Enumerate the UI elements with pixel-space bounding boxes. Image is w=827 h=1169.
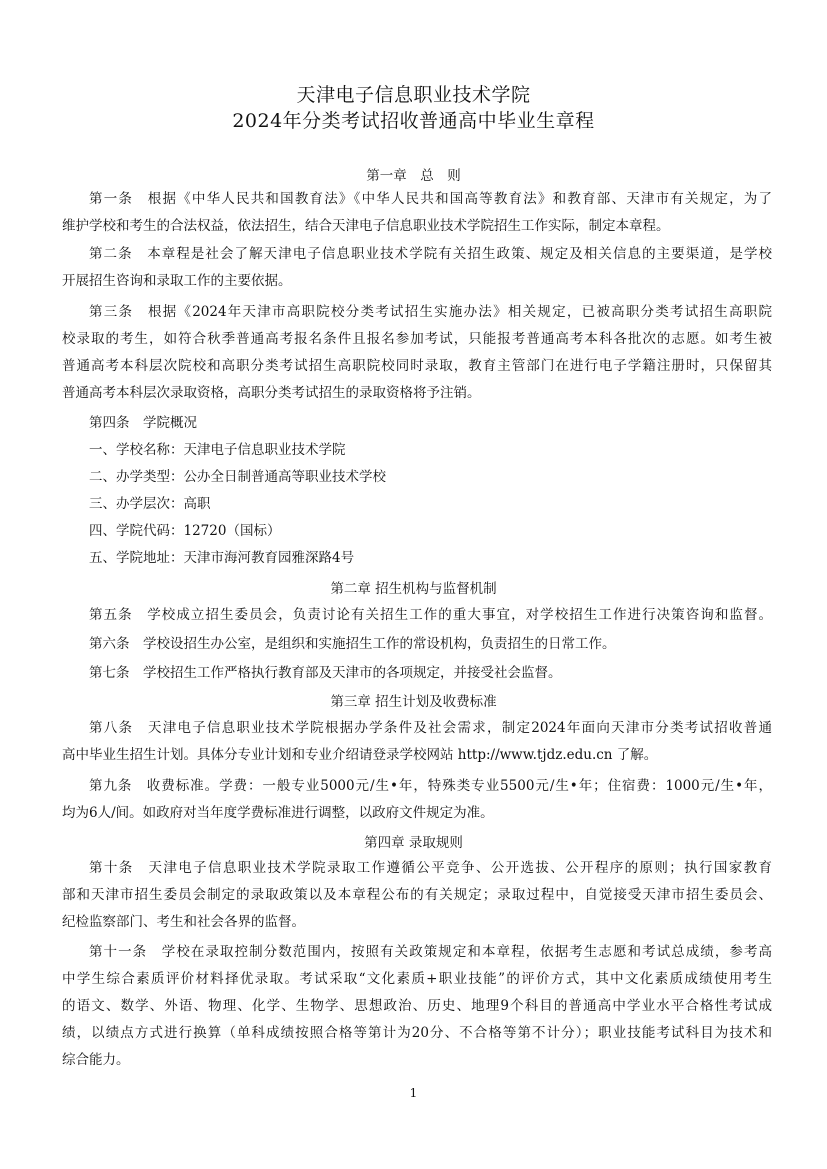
school-name-item: 一、学校名称：天津电子信息职业技术学院 <box>89 442 346 458</box>
chapter-1-heading: 第一章 总 则 <box>366 168 461 184</box>
article-10-line-2: 部和天津市招生委员会制定的录取政策以及本章程公布的有关规定；录取过程中，自觉接受天津市招生委员会、 <box>62 887 772 903</box>
article-3-line-3: 普通高考本科层次院校和高职分类考试招生高职院校同时录取，教育主管部门在进行电子学籍注册时，只保留其 <box>62 358 772 374</box>
article-11-line-4: 绩，以绩点方式进行换算（单科成绩按照合格等第计为20分、不合格等第不计分）；职业技能考试科目为技术和 <box>62 1025 772 1041</box>
article-11-line-1: 第十一条 学校在录取控制分数范围内，按照有关政策规定和本章程，依据考生志愿和考试总成绩，参考高 <box>89 944 772 960</box>
article-3-line-1: 第三条 根据《2024年天津市高职院校分类考试招生实施办法》相关规定，已被高职分类考试招生高职院 <box>89 304 772 320</box>
article-2-line-1: 第二条 本章程是社会了解天津电子信息职业技术学院有关招生政策、规定及相关信息的主要渠道，是学校 <box>89 246 772 262</box>
article-7: 第七条 学校招生工作严格执行教育部及天津市的各项规定，并接受社会监督。 <box>89 665 562 681</box>
school-address-item: 五、学院地址：天津市海河教育园雅深路4号 <box>89 550 355 566</box>
article-10-line-1: 第十条 天津电子信息职业技术学院录取工作遵循公平竞争、公开选拔、公开程序的原则；执行国家教育 <box>89 860 772 876</box>
article-1-line-2: 维护学校和考生的合法权益，依法招生，结合天津电子信息职业技术学院招生工作实际，制定本章程。 <box>62 218 670 234</box>
article-1-line-1: 第一条 根据《中华人民共和国教育法》《中华人民共和国高等教育法》和教育部、天津市有关规定，为了 <box>89 191 772 207</box>
article-10-line-3: 纪检监察部门、考生和社会各界的监督。 <box>62 914 305 930</box>
school-level-item: 三、办学层次：高职 <box>89 496 211 512</box>
article-9-line-2: 均为6人/间。如政府对当年度学费标准进行调整，以政府文件规定为准。 <box>62 805 494 821</box>
chapter-4-heading: 第四章 录取规则 <box>364 835 463 851</box>
page-number: 1 <box>409 1086 418 1100</box>
school-code-item: 四、学院代码：12720（国标） <box>89 523 281 539</box>
article-11-line-3: 的语文、数学、外语、物理、化学、生物学、思想政治、历史、地理9个科目的普通高中学业水平合格性考试成 <box>62 998 772 1014</box>
article-6: 第六条 学校设招生办公室，是组织和实施招生工作的常设机构，负责招生的日常工作。 <box>89 636 616 652</box>
chapter-3-heading: 第三章 招生计划及收费标准 <box>330 694 497 710</box>
school-type-item: 二、办学类型：公办全日制普通高等职业技术学校 <box>89 469 386 485</box>
article-3-line-2: 校录取的考生，如符合秋季普通高考报名条件且报名参加考试，只能报考普通高考本科各批次的志愿。如考生被 <box>62 331 772 347</box>
document-title-line-1: 天津电子信息职业技术学院 <box>296 84 531 106</box>
article-8-line-1: 第八条 天津电子信息职业技术学院根据办学条件及社会需求，制定2024年面向天津市分类考试招收普通 <box>89 720 772 736</box>
article-3-line-4: 普通高考本科层次录取资格，高职分类考试招生的录取资格将予注销。 <box>62 385 481 401</box>
article-11-line-5: 综合能力。 <box>62 1052 130 1068</box>
article-11-line-2: 中学生综合素质评价材料择优录取。考试采取“文化素质+职业技能”的评价方式，其中文化素质成绩使用考生 <box>62 971 772 987</box>
article-2-line-2: 开展招生咨询和录取工作的主要依据。 <box>62 273 292 289</box>
article-5: 第五条 学校成立招生委员会，负责讨论有关招生工作的重大事宜，对学校招生工作进行决策咨询和监督。 <box>89 607 772 623</box>
article-8-line-2: 高中毕业生招生计划。具体分专业计划和专业介绍请登录学校网站 http://www.tjdz.edu.cn 了解。 <box>62 747 658 763</box>
document-title-line-2: 2024年分类考试招收普通高中毕业生章程 <box>232 110 595 132</box>
chapter-2-heading: 第二章 招生机构与监督机制 <box>330 581 497 597</box>
article-4-title: 第四条 学院概况 <box>89 415 197 431</box>
article-9-line-1: 第九条 收费标准。学费：一般专业5000元/生•年，特殊类专业5500元/生•年；住宿费：1000元/生•年， <box>89 778 772 794</box>
